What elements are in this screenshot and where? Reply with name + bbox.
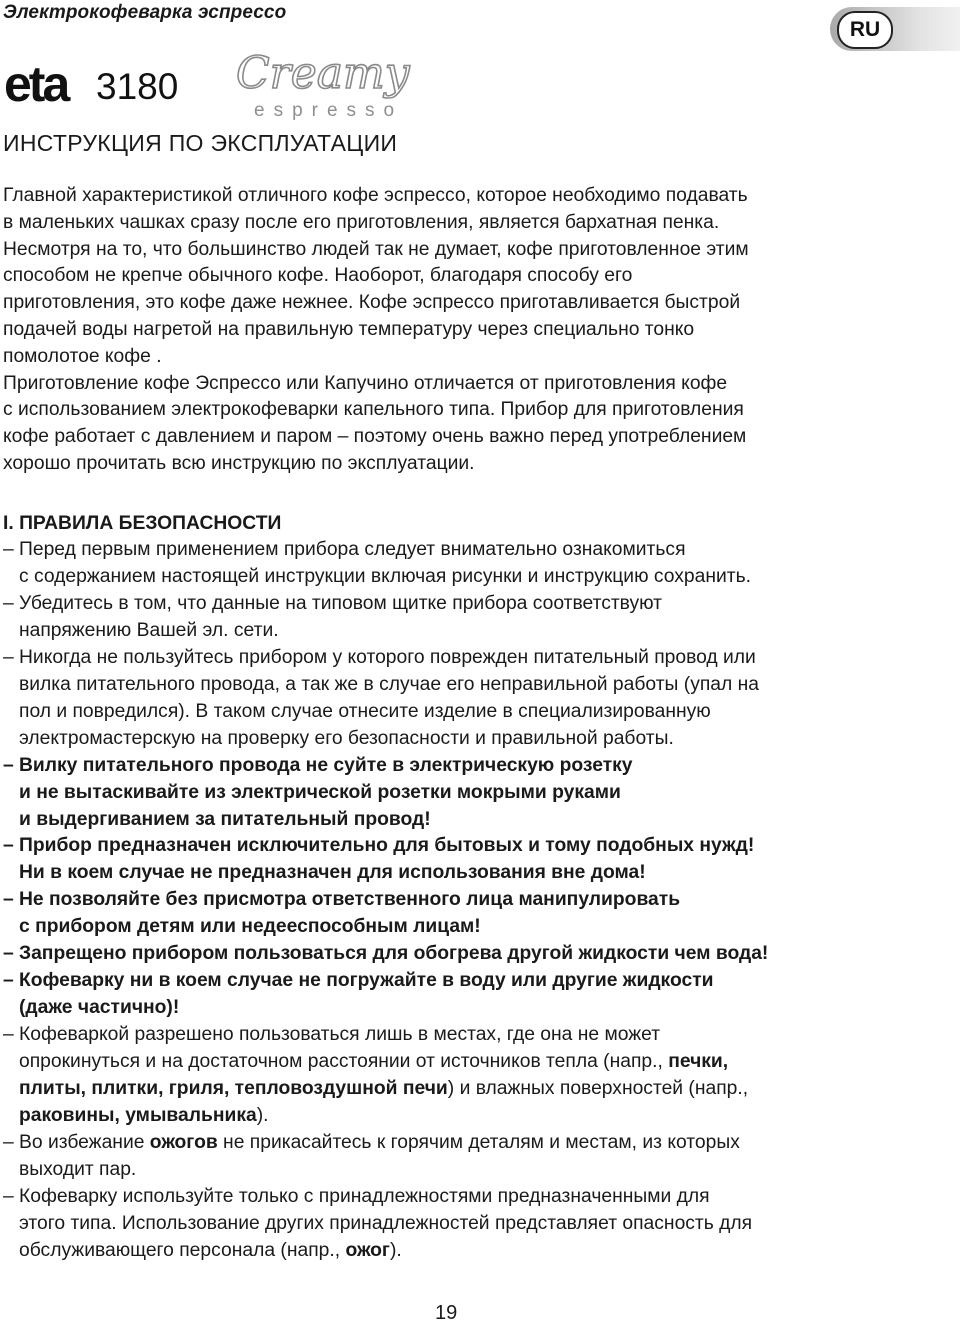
page-number: 19 (435, 1302, 458, 1324)
series-logo (232, 46, 442, 122)
rule-text: опрокинуться и на достаточном расстоянии от источников тепла (напр., (19, 1051, 669, 1073)
rule-line (19, 1049, 958, 1076)
rule-line (19, 1238, 958, 1265)
rule-line: напряжению Вашей эл. сети. (19, 619, 279, 641)
intro-line: подачей воды нагретой на правильную температуру через специально тонко (3, 318, 695, 340)
rule-line: электромастерскую на проверку его безопасности и правильной работы. (19, 727, 674, 749)
rule-line: Прибор предназначен исключительно для бытовых и тому подобных нужд! (19, 835, 755, 857)
rule-line: вилка питательного провода, а так же в случае его неправильной работы (упал на (19, 673, 759, 695)
rule-text: ). (389, 1239, 402, 1261)
intro-line: Главной характеристикой отличного кофе эспрессо, которое необходимо подавать (3, 185, 748, 206)
intro-line: Приготовление кофе Эспрессо или Капучино отличается от приготовления кофе (3, 372, 728, 394)
rule-line: с прибором детям или недееспособным лицам! (19, 916, 481, 938)
running-title: Электрокофеварка эспрессо (3, 2, 287, 23)
rule-line: Не позволяйте без присмотра ответственного лица манипулировать (19, 889, 681, 911)
rule-line: Ни в коем случае не предназначен для использования вне дома! (19, 862, 646, 884)
section-title: I. ПРАВИЛА БЕЗОПАСНОСТИ (3, 513, 282, 534)
rule-item-bold (3, 833, 958, 887)
rule-line: и выдергиванием за питательный провод! (19, 808, 431, 830)
series-logo-text: Creamy (236, 48, 410, 99)
rule-text: ) и влажных поверхностей (напр., (447, 1078, 749, 1100)
rule-dash: – (3, 646, 14, 668)
rule-item-bold (3, 941, 958, 968)
intro-line: хорошо прочитать всю инструкцию по эксплуатации. (3, 452, 475, 474)
rule-line: Кофеварку ни в коем случае не погружайте в воду или другие жидкости (19, 970, 714, 992)
brand-logo: eta (4, 56, 68, 112)
rule-line: Кофеварку используйте только с принадлежностями предназначенными для (19, 1185, 710, 1207)
rule-dash: – (3, 943, 14, 965)
rule-line: Убедитесь в том, что данные на типовом щитке прибора соответствуют (19, 592, 663, 614)
rule-emphasis: ожогов (149, 1131, 218, 1153)
rule-line: Запрещено прибором пользоваться для обогрева другой жидкости чем вода! (19, 943, 769, 965)
rule-text: Во избежание (19, 1131, 150, 1153)
language-badge: RU (837, 11, 893, 49)
safety-rules-list (3, 537, 958, 1265)
rule-dash: – (3, 1131, 14, 1153)
rule-line: пол и повредился). В таком случае отнесите изделие в специализированную (19, 700, 711, 722)
rule-line: Кофеваркой разрешено пользоваться лишь в местах, где она не может (19, 1024, 661, 1046)
rule-dash: – (3, 1024, 14, 1046)
rule-item (3, 1130, 958, 1184)
rule-line: (даже частично)! (19, 997, 180, 1019)
rule-dash: – (3, 539, 14, 560)
rule-dash: – (3, 835, 14, 857)
rule-line (19, 1103, 958, 1130)
rule-text: ). (256, 1105, 269, 1127)
rule-line: Никогда не пользуйтесь прибором у которого поврежден питательный провод или (19, 646, 756, 668)
rule-item-bold (3, 887, 958, 941)
rule-line: этого типа. Использование других принадлежностей представляет опасность для (19, 1212, 753, 1234)
rule-item (3, 645, 958, 753)
rule-dash: – (3, 592, 14, 614)
rule-line: с содержанием настоящей инструкции включая рисунки и инструкцию сохранить. (19, 565, 751, 587)
rule-emphasis: раковины, умывальника (19, 1105, 257, 1127)
model-number: 3180 (96, 66, 179, 107)
rule-line: и не вытаскивайте из электрической розетки мокрыми руками (19, 781, 621, 803)
rule-line: Перед первым применением прибора следует внимательно ознакомиться (19, 539, 686, 560)
rule-emphasis: плиты, плитки, гриля, тепловоздушной печи (19, 1078, 448, 1100)
rule-item (3, 1022, 958, 1130)
rule-dash: – (3, 970, 14, 992)
rule-dash: – (3, 889, 14, 911)
series-logo-subtext: espresso (254, 100, 404, 121)
rule-line (19, 1130, 958, 1157)
rule-item (3, 1184, 958, 1265)
rule-line (19, 1076, 958, 1103)
rule-emphasis: печки, (668, 1051, 729, 1073)
rule-dash: – (3, 754, 14, 776)
rule-text: не прикасайтесь к горячим деталям и местам, из которых (217, 1131, 740, 1153)
rule-line: выходит пар. (19, 1158, 137, 1180)
rule-item (3, 537, 958, 591)
intro-line: способом не крепче обычного кофе. Наоборот, благодаря способу его (3, 265, 633, 287)
intro-line: Несмотря на то, что большинство людей так не думает, кофе приготовленное этим (3, 238, 749, 260)
intro-line: приготовления, это кофе даже нежнее. Кофе эспрессо приготавливается быстрой (3, 292, 741, 314)
document-title: ИНСТРУКЦИЯ ПО ЭКСПЛУАТАЦИИ (3, 130, 398, 156)
rule-line: Вилку питательного провода не суйте в электрическую розетку (19, 754, 633, 776)
rule-text: обслуживающего персонала (напр., (19, 1239, 346, 1261)
intro-paragraph (3, 183, 953, 478)
rule-dash: – (3, 1185, 14, 1207)
rule-emphasis: ожог (345, 1239, 390, 1261)
intro-line: кофе работает с давлением и паром – поэтому очень важно перед употреблением (3, 426, 747, 448)
rule-item-bold (3, 753, 958, 834)
intro-line: с использованием электрокофеварки капельного типа. Прибор для приготовления (3, 399, 744, 421)
rule-item (3, 591, 958, 645)
intro-line: в маленьких чашках сразу после его приготовления, является бархатная пенка. (3, 211, 720, 233)
rule-item-bold (3, 968, 958, 1022)
intro-line: помолотое кофе . (3, 345, 162, 367)
